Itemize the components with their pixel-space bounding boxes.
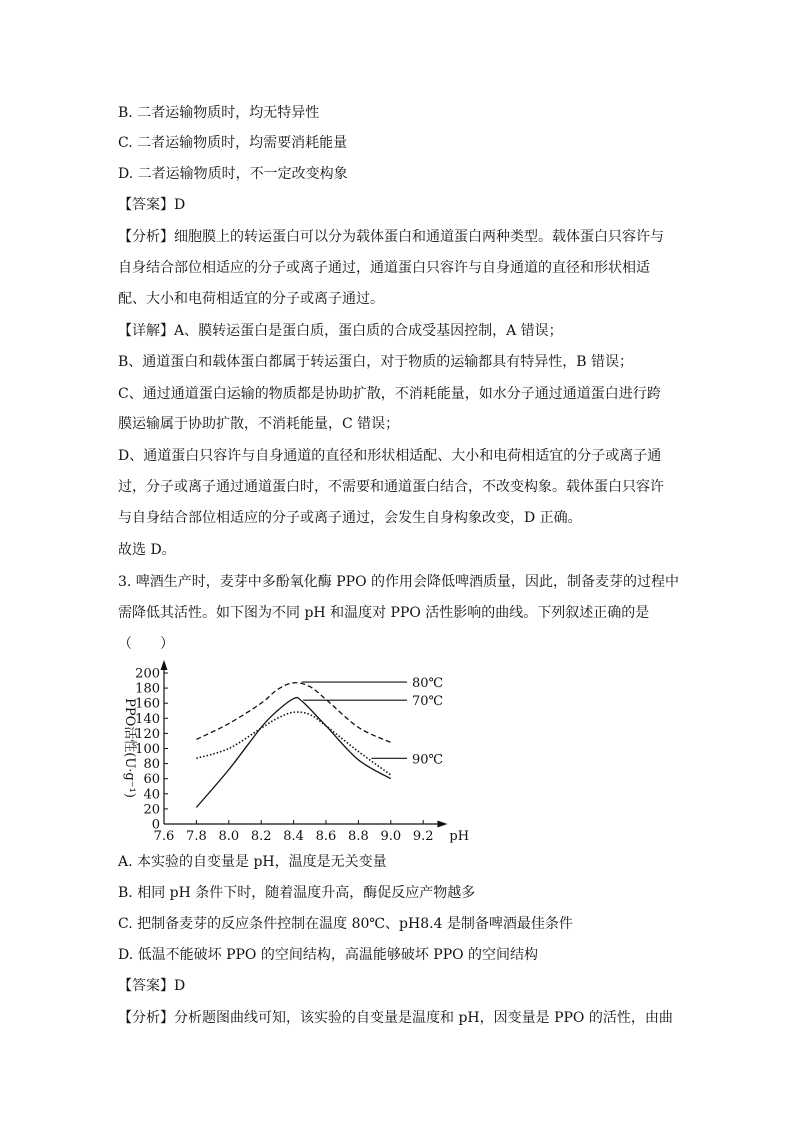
- detail-line: 过，分子或离子通过通道蛋白时，不需要和通道蛋白结合，不改变构象。载体蛋白只容许: [118, 479, 664, 495]
- question-line: 3. 啤酒生产时，麦芽中多酚氧化酶 PPO 的作用会降低啤酒质量，因此，制备麦芽的过程中: [118, 574, 680, 590]
- series-label: 90℃: [412, 752, 444, 768]
- analysis-line: 【分析】细胞膜上的转运蛋白可以分为载体蛋白和通道蛋白两种类型。载体蛋白只容许与: [118, 229, 664, 245]
- analysis-line: 配、大小和电荷相适宜的分子或离子通过。: [118, 291, 384, 307]
- question-bracket: （ ）: [118, 636, 174, 652]
- x-tick-label: 8.0: [218, 829, 240, 844]
- series-line: [196, 683, 390, 743]
- answer-label: 【答案】D: [118, 978, 186, 994]
- series-label: 80℃: [412, 676, 444, 692]
- answer-label: 【答案】D: [118, 197, 186, 213]
- option-b: B. 二者运输物质时，均无特异性: [118, 105, 320, 121]
- x-tick-label: 8.6: [315, 829, 337, 844]
- ppo-activity-chart: [112, 660, 470, 845]
- x-tick-label: 8.2: [250, 829, 272, 844]
- x-axis-arrow: [437, 821, 447, 828]
- series-line: [196, 712, 390, 775]
- x-tick-label: 7.8: [186, 829, 207, 844]
- y-tick-label: 120: [135, 726, 160, 742]
- x-tick-label: 9.2: [412, 829, 434, 844]
- y-tick-label: 180: [135, 681, 160, 697]
- question-line: 需降低其活性。如下图为不同 pH 和温度对 PPO 活性影响的曲线。下列叙述正确的是: [118, 605, 650, 621]
- x-axis-label: pH: [449, 829, 470, 844]
- series-label: 70℃: [412, 694, 444, 710]
- analysis-line: 自身结合部位相适应的分子或离子通过，通道蛋白只容许与自身通道的直径和形状相适: [118, 260, 650, 276]
- y-axis-label: PPO活性(U·g⁻¹): [122, 698, 137, 798]
- x-tick-label: 8.4: [283, 829, 304, 844]
- x-tick-label: 9.0: [380, 829, 402, 844]
- series-line: [196, 697, 390, 807]
- y-tick-label: 160: [135, 696, 160, 712]
- x-tick-label: 7.6: [153, 829, 175, 844]
- y-axis-arrow: [161, 660, 168, 670]
- detail-line: C、通过通道蛋白运输的物质都是协助扩散，不消耗能量，如水分子通过通道蛋白进行跨: [118, 386, 661, 402]
- option-a: A. 本实验的自变量是 pH，温度是无关变量: [118, 854, 387, 870]
- y-tick-label: 0: [151, 817, 160, 833]
- detail-line: 故选 D。: [118, 542, 176, 558]
- detail-line: 膜运输属于协助扩散，不消耗能量，C 错误；: [118, 416, 400, 432]
- detail-line: B、通道蛋白和载体蛋白都属于转运蛋白，对于物质的运输都具有特异性，B 错误；: [118, 354, 634, 370]
- option-b: B. 相同 pH 条件下时，随着温度升高，酶促反应产物越多: [118, 885, 476, 901]
- detail-line: D、通道蛋白只容许与自身通道的直径和形状相适配、大小和电荷相适宜的分子或离子通: [118, 448, 662, 464]
- x-tick-label: 8.8: [348, 829, 369, 844]
- y-tick-label: 40: [143, 787, 160, 803]
- y-tick-label: 100: [135, 742, 160, 757]
- option-c: C. 把制备麦芽的反应条件控制在温度 80℃、pH8.4 是制备啤酒最佳条件: [118, 916, 573, 932]
- y-tick-label: 140: [135, 711, 160, 727]
- option-d: D. 二者运输物质时，不一定改变构象: [118, 166, 348, 182]
- y-tick-label: 60: [143, 772, 160, 788]
- option-d: D. 低温不能破坏 PPO 的空间结构，高温能够破坏 PPO 的空间结构: [118, 947, 539, 963]
- detail-line: 与自身结合部位相适应的分子或离子通过，会发生自身构象改变，D 正确。: [118, 510, 582, 526]
- analysis-line: 【分析】分析题图曲线可知，该实验的自变量是温度和 pH，因变量是 PPO 的活性，由曲: [118, 1010, 673, 1026]
- chart-series: [196, 683, 390, 808]
- y-tick-label: 200: [135, 666, 160, 682]
- detail-line: 【详解】A、膜转运蛋白是蛋白质，蛋白质的合成受基因控制，A 错误；: [118, 323, 563, 339]
- y-tick-label: 80: [143, 757, 160, 773]
- y-tick-label: 20: [143, 802, 160, 818]
- option-c: C. 二者运输物质时，均需要消耗能量: [118, 135, 348, 151]
